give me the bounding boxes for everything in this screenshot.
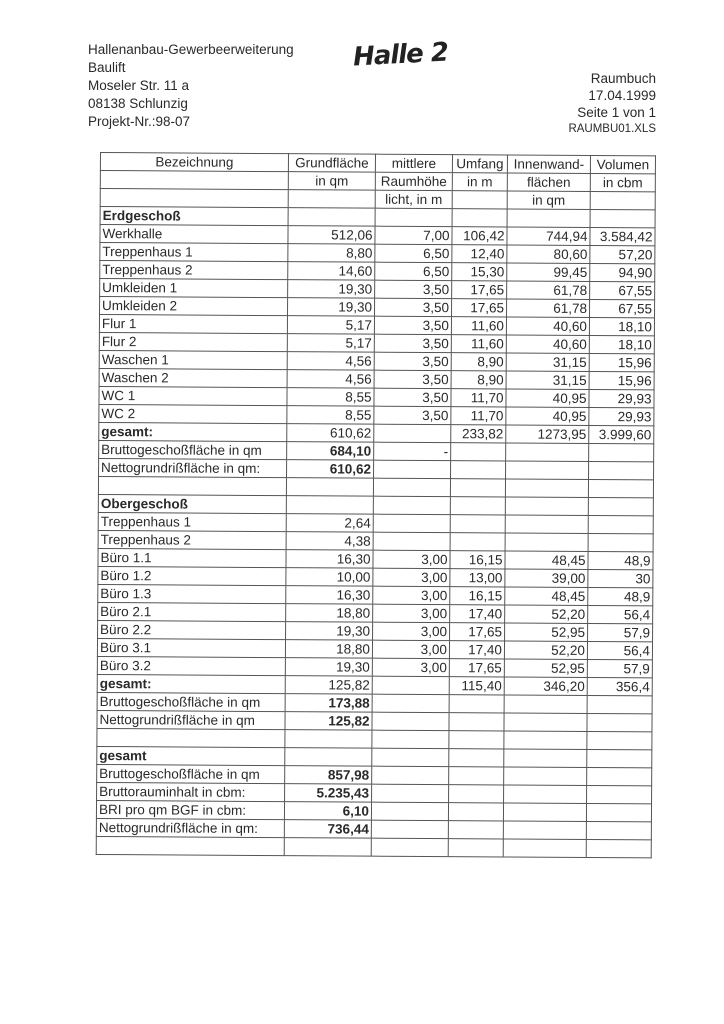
cell-col-3: 17,65 [449, 659, 504, 677]
cell-col-3: 16,15 [450, 551, 505, 569]
cell-col-5: 30 [588, 569, 653, 587]
cell-col-1: 512,06 [288, 226, 375, 245]
cell-col-1: 19,30 [288, 298, 375, 317]
cell-col-5 [590, 191, 655, 209]
cell-col-5: 56,4 [588, 605, 653, 623]
cell-col-2 [374, 424, 451, 442]
cell-col-2: 3,50 [374, 406, 451, 424]
cell-col-5: 29,93 [589, 407, 654, 425]
cell-col-2 [373, 514, 450, 532]
cell-col-4 [505, 533, 588, 552]
cell-col-2: 6,50 [375, 244, 452, 262]
cell-col-0 [100, 171, 288, 190]
cell-col-3 [449, 785, 504, 803]
cell-col-5: 15,96 [589, 353, 654, 371]
cell-col-4 [504, 713, 587, 732]
cell-col-0: Obergeschoß [98, 494, 286, 513]
cell-col-3: 17,65 [450, 623, 505, 641]
cell-col-5 [590, 209, 655, 227]
cell-col-4: 1273,95 [506, 425, 589, 444]
cell-col-2: 3,50 [374, 370, 451, 388]
cell-col-3: 17,40 [449, 641, 504, 659]
cell-col-0: Bruttogeschoßfläche in qm [99, 440, 287, 459]
cell-col-5 [589, 461, 654, 479]
cell-col-1: 684,10 [287, 442, 374, 461]
handwritten-title: Halle 2 [352, 37, 449, 73]
cell-col-1: 610,62 [287, 460, 374, 479]
cell-col-0: Waschen 1 [99, 350, 287, 369]
cell-col-3: 233,82 [451, 425, 506, 443]
cell-col-3 [449, 731, 504, 749]
cell-col-4: 52,20 [505, 605, 588, 624]
cell-col-5: 356,4 [587, 677, 652, 695]
cell-col-5: 57,9 [588, 623, 653, 641]
cell-col-2: 3,50 [375, 280, 452, 298]
cell-col-5: 15,96 [589, 371, 654, 389]
cell-col-2: - [374, 442, 451, 460]
cell-col-0: Waschen 2 [99, 368, 287, 387]
cell-col-0: Treppenhaus 2 [98, 530, 286, 549]
cell-col-4: flächen [507, 173, 590, 192]
client-name: Baulift [88, 60, 126, 75]
cell-col-1: 173,88 [285, 694, 372, 713]
cell-col-2 [373, 532, 450, 550]
cell-col-4 [506, 443, 589, 462]
cell-col-0: Bruttorauminhalt in cbm: [97, 782, 285, 801]
cell-col-4: 31,15 [506, 353, 589, 372]
cell-col-3: 11,70 [451, 389, 506, 407]
cell-col-5: Volumen [590, 155, 655, 173]
cell-col-4: 52,20 [504, 641, 587, 660]
cell-col-1: 18,80 [285, 640, 372, 659]
cell-col-4: 744,94 [507, 227, 590, 246]
cell-col-2: 3,00 [373, 586, 450, 604]
cell-col-1: 125,82 [285, 712, 372, 731]
cell-col-3: in m [452, 173, 507, 191]
cell-col-0: Flur 2 [99, 332, 287, 351]
cell-col-3: 8,90 [451, 371, 506, 389]
cell-col-0: Umkleiden 2 [100, 297, 288, 316]
cell-col-5: 48,9 [588, 587, 653, 605]
cell-col-3: 12,40 [452, 245, 507, 263]
cell-col-0: Bezeichnung [100, 153, 288, 172]
cell-col-4: 52,95 [504, 659, 587, 678]
cell-col-3 [451, 461, 506, 479]
cell-col-5 [589, 443, 654, 461]
project-info [88, 41, 294, 131]
cell-col-0: gesamt: [99, 422, 287, 441]
cell-col-2 [373, 496, 450, 514]
cell-col-1: 16,30 [286, 586, 373, 605]
cell-col-4: 99,45 [507, 263, 590, 282]
cell-col-3 [450, 515, 505, 533]
cell-col-1: 8,55 [287, 406, 374, 425]
cell-col-1: 19,30 [285, 658, 372, 677]
cell-col-4 [504, 785, 587, 804]
cell-col-1: in qm [288, 172, 375, 191]
cell-col-4 [504, 731, 587, 750]
cell-col-3: 115,40 [449, 677, 504, 695]
cell-col-4: 52,95 [505, 623, 588, 642]
cell-col-5 [587, 785, 652, 803]
cell-col-0: Büro 3.2 [97, 656, 285, 675]
cell-col-5: 67,55 [590, 281, 655, 299]
cell-col-3: 11,70 [451, 407, 506, 425]
cell-col-1: 4,56 [287, 370, 374, 389]
cell-col-0: Büro 2.1 [98, 602, 286, 621]
cell-col-0: Umkleiden 1 [100, 279, 288, 298]
cell-col-2: licht, in m [375, 190, 452, 208]
cell-col-2: 3,50 [374, 352, 451, 370]
cell-col-1: 18,80 [286, 604, 373, 623]
cell-col-1: 6,10 [284, 802, 371, 821]
cell-col-3: Umfang [452, 155, 507, 173]
cell-col-1: 736,44 [284, 820, 371, 839]
cell-col-2 [372, 694, 449, 712]
cell-col-1: 857,98 [285, 766, 372, 785]
cell-col-5 [588, 497, 653, 515]
cell-col-4: 346,20 [504, 677, 587, 696]
cell-col-0: Büro 2.2 [98, 620, 286, 639]
cell-col-4: 40,95 [506, 389, 589, 408]
cell-col-5 [586, 839, 651, 857]
spacer-row [96, 836, 651, 857]
cell-col-5: 48,9 [588, 551, 653, 569]
cell-col-5: 57,20 [590, 245, 655, 263]
street-address: Moseler Str. 11 a [88, 78, 190, 93]
cell-col-3 [449, 695, 504, 713]
cell-col-4: 40,95 [506, 407, 589, 426]
cell-col-0 [96, 836, 284, 855]
cell-col-3: 17,40 [450, 605, 505, 623]
cell-col-5: 94,90 [590, 263, 655, 281]
cell-col-0: Nettogrundrißfläche in qm: [99, 458, 287, 477]
cell-col-2: 3,00 [372, 658, 449, 676]
cell-col-5: 18,10 [589, 335, 654, 353]
cell-col-4: Innenwand- [507, 155, 590, 174]
project-name: Hallenanbau-Gewerbeerweiterung [88, 42, 294, 57]
cell-col-2: 3,50 [375, 298, 452, 316]
cell-col-4 [504, 767, 587, 786]
cell-col-0: Nettogrundrißfläche in qm [97, 710, 285, 729]
cell-col-4: 61,78 [507, 281, 590, 300]
cell-col-0: Nettogrundrißfläche in qm: [96, 818, 284, 837]
cell-col-1 [288, 190, 375, 209]
cell-col-5: 3.999,60 [589, 425, 654, 443]
cell-col-4 [507, 209, 590, 228]
cell-col-4 [503, 821, 586, 840]
cell-col-1: 19,30 [286, 622, 373, 641]
cell-col-5 [587, 749, 652, 767]
cell-col-1: Grundfläche [288, 154, 375, 173]
cell-col-5: in cbm [590, 173, 655, 191]
cell-col-2 [371, 838, 448, 856]
cell-col-5: 57,9 [587, 659, 652, 677]
cell-col-5 [588, 533, 653, 551]
cell-col-1: 610,62 [287, 424, 374, 443]
cell-col-3: 106,42 [452, 227, 507, 245]
cell-col-3: 17,65 [452, 299, 507, 317]
cell-col-3 [450, 497, 505, 515]
cell-col-1 [286, 496, 373, 515]
cell-col-1 [284, 838, 371, 857]
cell-col-5 [587, 695, 652, 713]
cell-col-1: 8,55 [287, 388, 374, 407]
cell-col-4 [505, 497, 588, 516]
cell-col-0: Büro 3.1 [97, 638, 285, 657]
cell-col-4 [504, 695, 587, 714]
cell-col-2: 3,00 [373, 568, 450, 586]
cell-col-3 [452, 209, 507, 227]
cell-col-4: 31,15 [506, 371, 589, 390]
cell-col-0: Büro 1.1 [98, 548, 286, 567]
file-name: RAUMBU01.XLS [568, 123, 656, 135]
cell-col-1: 8,80 [288, 244, 375, 263]
cell-col-0: Treppenhaus 1 [98, 512, 286, 531]
cell-col-1: 4,38 [286, 532, 373, 551]
cell-col-4: 48,45 [505, 587, 588, 606]
cell-col-3: 13,00 [450, 569, 505, 587]
room-book-table [96, 152, 656, 858]
cell-col-3 [452, 191, 507, 209]
cell-col-0: gesamt: [97, 674, 285, 693]
cell-col-2: 7,00 [375, 226, 452, 244]
cell-col-5: 3.584,42 [590, 227, 655, 245]
cell-col-4: 40,60 [506, 335, 589, 354]
cell-col-2: 3,00 [373, 622, 450, 640]
cell-col-1 [286, 478, 373, 497]
cell-col-0: Büro 1.3 [98, 584, 286, 603]
cell-col-3 [450, 533, 505, 551]
cell-col-2 [372, 676, 449, 694]
cell-col-1: 4,56 [287, 352, 374, 371]
cell-col-0: Treppenhaus 1 [100, 243, 288, 262]
cell-col-1: 125,82 [285, 676, 372, 695]
document-type: Raumbuch [590, 71, 656, 86]
cell-col-3 [449, 713, 504, 731]
cell-col-3 [448, 803, 503, 821]
cell-col-0 [100, 189, 288, 208]
cell-col-1 [288, 208, 375, 227]
cell-col-3 [449, 767, 504, 785]
cell-col-0: BRI pro qm BGF in cbm: [96, 800, 284, 819]
cell-col-2 [372, 748, 449, 766]
cell-col-2 [372, 784, 449, 802]
cell-col-3: 17,65 [452, 281, 507, 299]
cell-col-2 [372, 730, 449, 748]
cell-col-1: 5.235,43 [285, 784, 372, 803]
cell-col-3 [448, 821, 503, 839]
cell-col-4: 39,00 [505, 569, 588, 588]
page-number: Seite 1 von 1 [577, 105, 656, 120]
cell-col-5 [586, 821, 651, 839]
cell-col-3: 11,60 [451, 317, 506, 335]
cell-col-2 [371, 802, 448, 820]
cell-col-5: 67,55 [589, 299, 654, 317]
cell-col-5 [586, 803, 651, 821]
cell-col-5 [587, 767, 652, 785]
cell-col-3: 16,15 [450, 587, 505, 605]
cell-col-0: Büro 1.2 [98, 566, 286, 585]
cell-col-4 [505, 479, 588, 498]
cell-col-5: 56,4 [587, 641, 652, 659]
cell-col-2 [373, 478, 450, 496]
cell-col-1: 16,30 [286, 550, 373, 569]
cell-col-2 [374, 460, 451, 478]
cell-col-0: Bruttogeschoßfläche in qm [97, 692, 285, 711]
cell-col-4: 61,78 [506, 299, 589, 318]
cell-col-1: 5,17 [287, 334, 374, 353]
cell-col-1: 5,17 [287, 316, 374, 335]
cell-col-1: 19,30 [288, 280, 375, 299]
cell-col-0 [98, 476, 286, 495]
cell-col-4: 48,45 [505, 551, 588, 570]
cell-col-0: Flur 1 [99, 315, 287, 334]
cell-col-3: 8,90 [451, 353, 506, 371]
cell-col-0: Erdgeschoß [100, 207, 288, 226]
cell-col-4: in qm [507, 191, 590, 210]
cell-col-5 [587, 731, 652, 749]
cell-col-0: Bruttogeschoßfläche in qm [97, 764, 285, 783]
cell-col-5 [587, 713, 652, 731]
cell-col-3: 15,30 [452, 263, 507, 281]
cell-col-0: Treppenhaus 2 [100, 261, 288, 280]
cell-col-4: 80,60 [507, 245, 590, 264]
cell-col-4 [503, 839, 586, 858]
project-number: Projekt-Nr.:98-07 [88, 114, 191, 129]
cell-col-3 [451, 443, 506, 461]
cell-col-5: 18,10 [589, 317, 654, 335]
cell-col-1: 14,60 [288, 262, 375, 281]
cell-col-2: Raumhöhe [375, 172, 452, 190]
cell-col-2: 6,50 [375, 262, 452, 280]
cell-col-5 [588, 515, 653, 533]
cell-col-4 [506, 461, 589, 480]
cell-col-3 [449, 749, 504, 767]
cell-col-0 [97, 728, 285, 747]
document-info [568, 70, 656, 138]
cell-col-4 [505, 515, 588, 534]
cell-col-2: 3,00 [372, 640, 449, 658]
cell-col-0: WC 1 [99, 386, 287, 405]
cell-col-4 [504, 749, 587, 768]
cell-col-4 [503, 803, 586, 822]
cell-col-0: WC 2 [99, 404, 287, 423]
cell-col-2: 3,50 [374, 388, 451, 406]
cell-col-0: gesamt [97, 746, 285, 765]
cell-col-1 [285, 730, 372, 749]
cell-col-4: 40,60 [506, 317, 589, 336]
city-address: 08138 Schlunzig [88, 96, 188, 111]
cell-col-2: 3,00 [373, 550, 450, 568]
cell-col-3: 11,60 [451, 335, 506, 353]
cell-col-2 [375, 208, 452, 226]
cell-col-2: mittlere [375, 154, 452, 172]
cell-col-2 [372, 766, 449, 784]
document-date: 17.04.1999 [588, 88, 656, 103]
cell-col-0: Werkhalle [100, 225, 288, 244]
cell-col-1 [285, 748, 372, 767]
cell-col-3 [448, 839, 503, 857]
cell-col-2 [372, 712, 449, 730]
cell-col-1: 2,64 [286, 514, 373, 533]
cell-col-2: 3,00 [373, 604, 450, 622]
cell-col-2: 3,50 [374, 334, 451, 352]
cell-col-5 [588, 479, 653, 497]
cell-col-2 [371, 820, 448, 838]
cell-col-1: 10,00 [286, 568, 373, 587]
cell-col-2: 3,50 [374, 316, 451, 334]
cell-col-5: 29,93 [589, 389, 654, 407]
cell-col-3 [450, 479, 505, 497]
